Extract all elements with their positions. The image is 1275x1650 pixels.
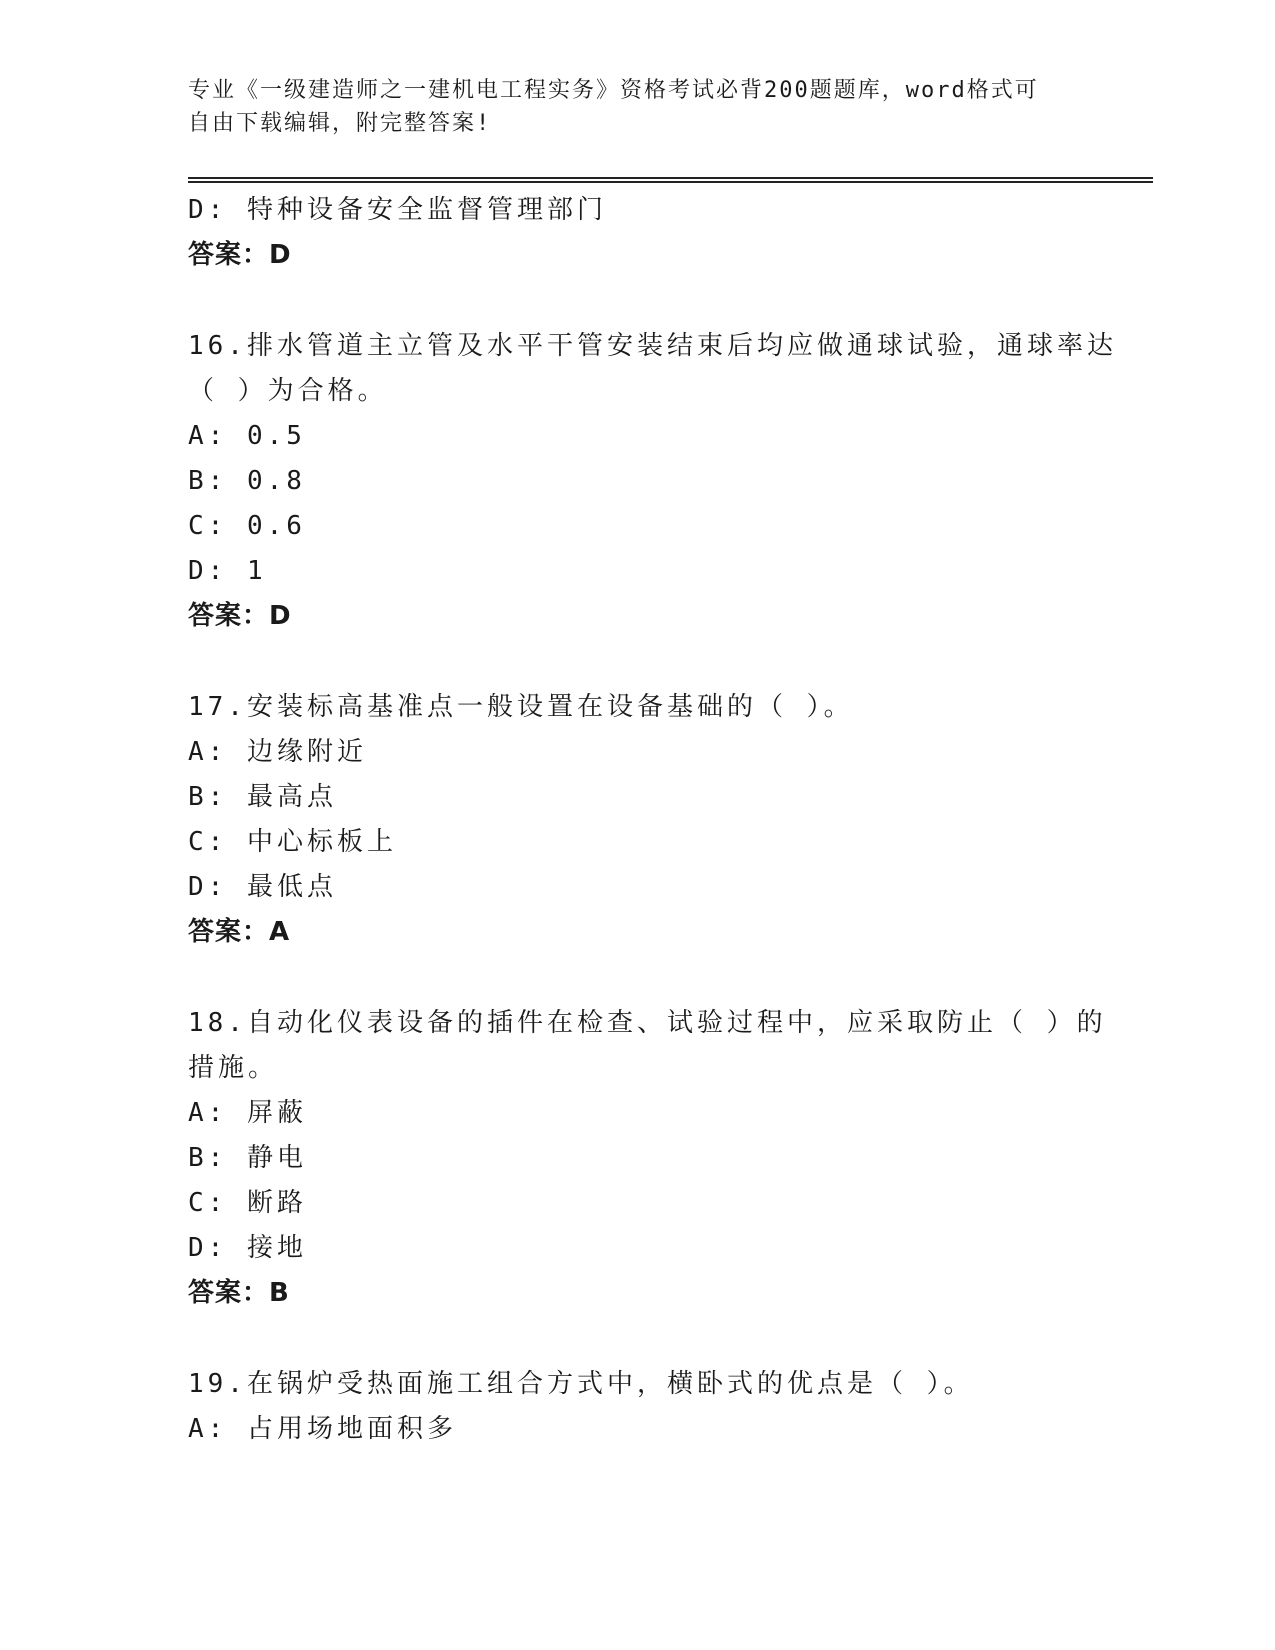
q16-stem-line-2: （ ）为合格。 <box>188 376 388 406</box>
spacer <box>188 278 1088 324</box>
q18-option-b: B: 静电 <box>188 1143 307 1173</box>
q19-option-a: A: 占用场地面积多 <box>188 1414 457 1444</box>
q15-option-d: D: 特种设备安全监督管理部门 <box>188 195 607 225</box>
spacer <box>188 639 1088 685</box>
document-header <box>188 74 1088 140</box>
q16-option-d: D: 1 <box>188 556 267 586</box>
q18-stem-line-2: 措施。 <box>188 1053 279 1083</box>
q17-stem-line-1: 17.安装标高基准点一般设置在设备基础的（ ）。 <box>188 692 854 722</box>
q16-answer: 答案：D <box>188 601 292 631</box>
spacer <box>188 1316 1088 1362</box>
q17-answer: 答案：A <box>188 917 291 947</box>
q16-option-b: B: 0.8 <box>188 466 306 496</box>
q18-answer: 答案：B <box>188 1278 290 1308</box>
q17-option-c: C: 中心标板上 <box>188 827 397 857</box>
header-line-2: 自由下载编辑，附完整答案! <box>188 111 492 136</box>
header-line-1: 专业《一级建造师之一建机电工程实务》资格考试必背200题题库，word格式可 <box>188 78 1039 103</box>
q18-option-a: A: 屏蔽 <box>188 1098 307 1128</box>
q18-option-d: D: 接地 <box>188 1233 307 1263</box>
q17-option-d: D: 最低点 <box>188 872 337 902</box>
header-divider-top <box>188 177 1153 179</box>
spacer <box>188 955 1088 1001</box>
question-list <box>188 188 1117 1452</box>
q16-option-c: C: 0.6 <box>188 511 306 541</box>
q17-option-a: A: 边缘附近 <box>188 737 367 767</box>
q16-option-a: A: 0.5 <box>188 421 306 451</box>
q18-option-c: C: 断路 <box>188 1188 307 1218</box>
q16-stem-line-1: 16.排水管道主立管及水平干管安装结束后均应做通球试验，通球率达 <box>188 331 1117 361</box>
q15-answer: 答案：D <box>188 240 292 270</box>
header-divider-bottom <box>188 181 1153 183</box>
q18-stem-line-1: 18.自动化仪表设备的插件在检查、试验过程中，应采取防止（ ）的 <box>188 1008 1107 1038</box>
q17-option-b: B: 最高点 <box>188 782 337 812</box>
q19-stem-line-1: 19.在锅炉受热面施工组合方式中，横卧式的优点是（ ）。 <box>188 1369 974 1399</box>
